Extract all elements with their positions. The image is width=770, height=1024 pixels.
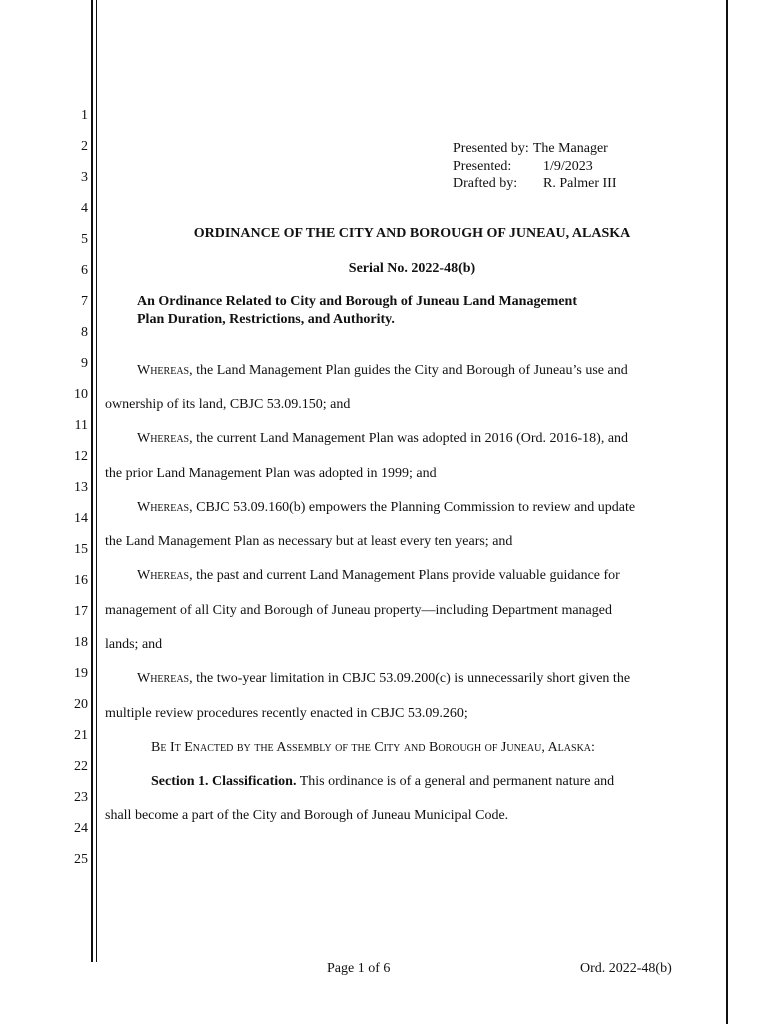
drafted-by-label: Drafted by: (453, 176, 518, 191)
recital-line: Whereas, the Land Management Plan guides the City and Borough of Juneau’s use and (137, 363, 628, 378)
presented-by-value: The Manager (532, 141, 608, 156)
line-number: 15 (74, 542, 88, 557)
enacting-clause: Be It Enacted by the Assembly of the City and Borough of Juneau, Alaska: (151, 740, 595, 755)
recital-line: Whereas, the past and current Land Management Plans provide valuable guidance for (137, 568, 620, 583)
page-number: Page 1 of 6 (327, 961, 391, 976)
recital-line: the prior Land Management Plan was adopted in 1999; and (105, 466, 437, 481)
line-number: 24 (74, 821, 88, 836)
line-number: 19 (74, 666, 88, 681)
line-number: 20 (74, 697, 88, 712)
line-number: 7 (81, 294, 88, 309)
presentation-info (453, 140, 616, 193)
presented-by-label: Presented by: (453, 141, 529, 156)
recital-line: lands; and (105, 637, 163, 652)
presented-value: 1/9/2023 (543, 158, 593, 174)
recital-line: Whereas, the two-year limitation in CBJC 53.09.200(c) is unnecessarily short given the (137, 671, 631, 686)
recital-line: multiple review procedures recently enacted in CBJC 53.09.260; (105, 706, 468, 721)
line-number: 23 (74, 790, 88, 805)
line-number: 25 (74, 852, 88, 867)
recital-line: Whereas, the current Land Management Plan was adopted in 2016 (Ord. 2016-18), and (137, 431, 629, 446)
line-number: 5 (81, 232, 88, 247)
recital-line: ownership of its land, CBJC 53.09.150; and (105, 397, 351, 412)
drafted-by-value: R. Palmer III (543, 176, 617, 191)
line-number: 13 (74, 480, 88, 495)
subject-line: Plan Duration, Restrictions, and Authority. (137, 312, 395, 327)
line-number: 2 (81, 139, 88, 154)
whereas-word: Whereas (137, 568, 190, 583)
line-number: 17 (74, 604, 88, 619)
recital-line: the Land Management Plan as necessary but at least every ten years; and (105, 534, 513, 549)
left-margin-rule (91, 0, 93, 962)
section-line: shall become a part of the City and Borough of Juneau Municipal Code. (105, 808, 509, 823)
whereas-word: Whereas (137, 363, 190, 378)
line-number: 22 (74, 759, 88, 774)
line-number: 18 (74, 635, 88, 650)
serial-number: Serial No. 2022-48(b) (348, 261, 476, 276)
line-number: 11 (74, 418, 88, 433)
line-number: 8 (81, 325, 88, 340)
recital-line: Whereas, CBJC 53.09.160(b) empowers the Planning Commission to review and update (137, 500, 636, 515)
right-margin-rule (726, 0, 728, 1024)
line-number: 16 (74, 573, 88, 588)
line-number: 21 (74, 728, 88, 743)
recital-line: management of all City and Borough of Juneau property—including Department managed (105, 603, 612, 618)
whereas-word: Whereas (137, 500, 190, 515)
line-number: 14 (74, 511, 88, 526)
line-number: 3 (81, 170, 88, 185)
line-number: 4 (81, 201, 88, 216)
line-number: 12 (74, 449, 88, 464)
left-margin-rule-inner (96, 0, 97, 962)
ordinance-number-footer: Ord. 2022-48(b) (580, 961, 672, 976)
line-number: 6 (81, 263, 88, 278)
ordinance-subject (137, 293, 697, 329)
whereas-word: Whereas (137, 671, 190, 686)
whereas-word: Whereas (137, 431, 190, 446)
section-line: Section 1. Classification. This ordinance is of a general and permanent nature and (151, 774, 615, 789)
line-number: 9 (81, 356, 88, 371)
section-heading: Section 1. Classification. (151, 774, 297, 789)
ordinance-title: ORDINANCE OF THE CITY AND BOROUGH OF JUNEAU, ALASKA (193, 226, 631, 241)
line-number: 10 (74, 387, 88, 402)
line-number: 1 (81, 108, 88, 123)
presented-label: Presented: (453, 158, 512, 174)
subject-line: An Ordinance Related to City and Borough of Juneau Land Management (137, 294, 578, 309)
